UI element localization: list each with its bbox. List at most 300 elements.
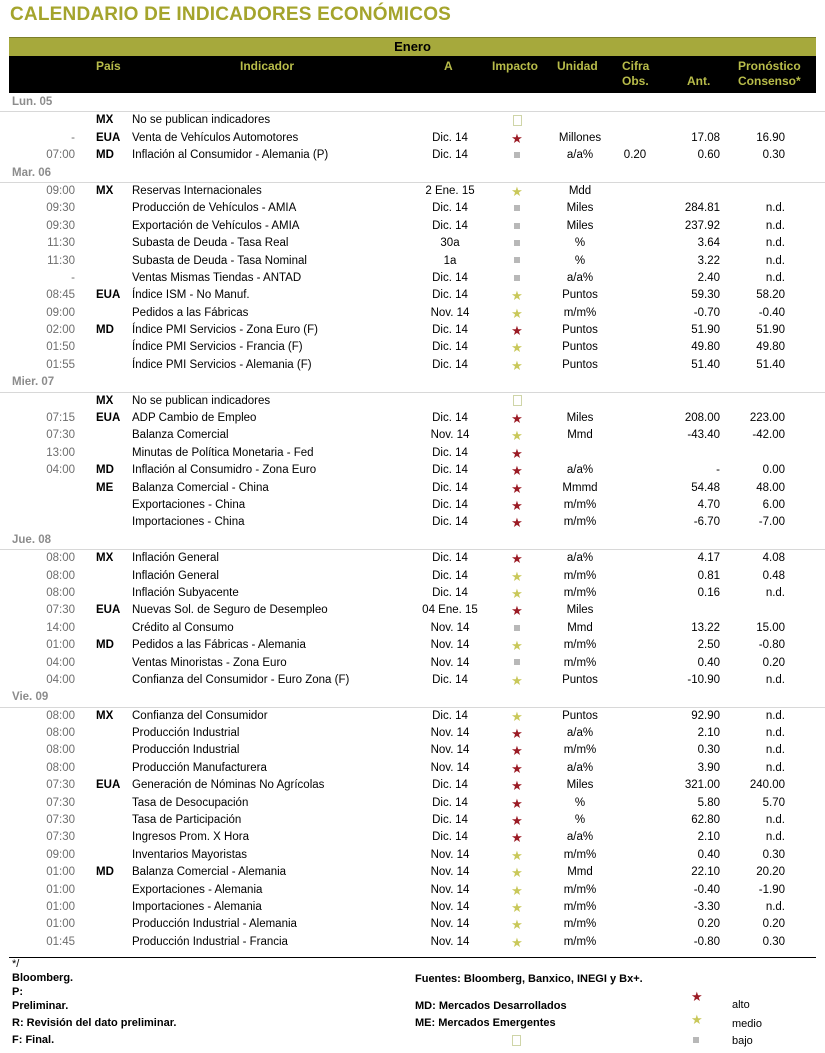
- previous-cell: 51.90: [691, 324, 720, 337]
- indicator-cell: Inflación General: [132, 552, 219, 565]
- footer-note-preliminar: Preliminar.: [12, 1000, 69, 1012]
- previous-cell: 3.22: [697, 254, 720, 267]
- impact-medium-star-icon: ★: [511, 357, 523, 373]
- header-cifra-line2: Obs.: [622, 74, 649, 88]
- date-cell: Dic. 14: [432, 446, 468, 459]
- unit-cell: %: [574, 254, 586, 267]
- header-cifra: [622, 59, 649, 89]
- unit-cell: m/m%: [563, 900, 597, 913]
- forecast-cell: n.d.: [765, 744, 785, 757]
- date-cell: Nov. 14: [430, 744, 470, 757]
- table-row: [0, 339, 825, 356]
- previous-cell: 0.30: [697, 744, 720, 757]
- time-cell: 02:00: [46, 324, 75, 337]
- forecast-cell: 51.90: [756, 324, 785, 337]
- indicator-cell: Inflación al Consumidor - Alemania (P): [132, 149, 329, 162]
- date-cell: Nov. 14: [430, 306, 470, 319]
- forecast-cell: 16.90: [756, 131, 785, 144]
- date-cell: Dic. 14: [432, 831, 468, 844]
- previous-cell: 54.48: [691, 481, 720, 494]
- impact-medium-star-icon: ★: [511, 672, 523, 688]
- table-row: [0, 218, 825, 235]
- previous-cell: 0.81: [697, 569, 720, 582]
- previous-cell: -0.70: [693, 306, 720, 319]
- country-cell: MX: [96, 114, 114, 127]
- table-row: [0, 934, 825, 951]
- indicator-cell: Balanza Comercial - Alemania: [132, 866, 287, 879]
- unit-cell: Mmd: [567, 866, 593, 879]
- unit-cell: a/a%: [566, 831, 594, 844]
- unit-cell: m/m%: [563, 569, 597, 582]
- indicator-cell: Índice ISM - No Manuf.: [132, 289, 250, 302]
- table-row: [0, 672, 825, 689]
- impact-high-star-icon: ★: [511, 323, 523, 339]
- unit-cell: Puntos: [562, 358, 598, 371]
- unit-cell: a/a%: [566, 149, 594, 162]
- date-cell: Dic. 14: [432, 552, 468, 565]
- date-cell: Dic. 14: [432, 271, 468, 284]
- legend-alto-icon: ★: [691, 989, 703, 1004]
- header-ant: Ant.: [687, 74, 711, 88]
- previous-cell: 49.80: [691, 341, 720, 354]
- previous-cell: 2.40: [697, 271, 720, 284]
- table-row: [0, 253, 825, 270]
- table-row: [0, 112, 825, 129]
- table-row: [0, 357, 825, 374]
- empty-square-icon: [512, 1034, 521, 1046]
- unit-cell: Puntos: [562, 673, 598, 686]
- date-cell: Dic. 14: [432, 498, 468, 511]
- unit-cell: Mmd: [567, 429, 593, 442]
- table-row: [0, 235, 825, 252]
- forecast-cell: 6.00: [762, 498, 785, 511]
- table-row: [0, 620, 825, 637]
- day-header-row: [0, 94, 825, 112]
- forecast-cell: 0.30: [762, 149, 785, 162]
- date-cell: Dic. 14: [432, 709, 468, 722]
- impact-medium-star-icon: ★: [511, 882, 523, 898]
- time-cell: 01:00: [46, 639, 75, 652]
- unit-cell: Mdd: [568, 184, 592, 197]
- country-cell: ME: [96, 481, 114, 494]
- previous-cell: 0.16: [697, 586, 720, 599]
- unit-cell: m/m%: [563, 883, 597, 896]
- footer-note-revision: R: Revisión del dato preliminar.: [12, 1017, 177, 1029]
- time-cell: -: [71, 131, 75, 144]
- table-row: [0, 899, 825, 916]
- indicator-cell: No se publican indicadores: [132, 394, 271, 407]
- impact-medium-star-icon: ★: [511, 865, 523, 881]
- column-header-bar: [9, 56, 816, 93]
- previous-cell: 2.10: [697, 727, 720, 740]
- unit-cell: Mmd: [567, 621, 593, 634]
- previous-cell: 0.60: [697, 149, 720, 162]
- previous-cell: 3.90: [697, 761, 720, 774]
- impact-medium-star-icon: ★: [511, 340, 523, 356]
- impact-medium-star-icon: ★: [511, 288, 523, 304]
- legend-medio-label: medio: [732, 1018, 762, 1030]
- forecast-cell: 0.20: [762, 918, 785, 931]
- indicator-cell: Crédito al Consumo: [132, 621, 234, 634]
- forecast-cell: 48.00: [756, 481, 785, 494]
- indicator-cell: Inflación Subyacente: [132, 586, 239, 599]
- footer-sources: Fuentes: Bloomberg, Banxico, INEGI y Bx+.: [415, 973, 643, 985]
- header-a: A: [444, 59, 453, 73]
- unit-cell: Puntos: [562, 709, 598, 722]
- unit-cell: Puntos: [562, 289, 598, 302]
- indicator-cell: Subasta de Deuda - Tasa Nominal: [132, 254, 307, 267]
- day-header-row: [0, 374, 825, 392]
- indicator-cell: Importaciones - China: [132, 516, 245, 529]
- indicator-cell: Balanza Comercial: [132, 429, 229, 442]
- time-cell: 01:00: [46, 883, 75, 896]
- date-cell: Dic. 14: [432, 586, 468, 599]
- previous-cell: 237.92: [684, 219, 720, 232]
- indicator-cell: ADP Cambio de Empleo: [132, 412, 257, 425]
- impact-none-square-icon: [502, 114, 532, 126]
- time-cell: 14:00: [46, 621, 75, 634]
- forecast-cell: n.d.: [765, 709, 785, 722]
- date-cell: Dic. 14: [432, 324, 468, 337]
- table-row: [0, 777, 825, 794]
- time-cell: 08:00: [46, 744, 75, 757]
- unit-cell: m/m%: [563, 639, 597, 652]
- date-cell: Nov. 14: [430, 918, 470, 931]
- previous-cell: -: [716, 464, 720, 477]
- unit-cell: m/m%: [563, 656, 597, 669]
- unit-cell: m/m%: [563, 918, 597, 931]
- table-row: [0, 550, 825, 567]
- table-row: [0, 514, 825, 531]
- time-cell: 08:45: [46, 289, 75, 302]
- header-impacto: Impacto: [492, 59, 539, 73]
- indicator-cell: Índice PMI Servicios - Alemania (F): [132, 358, 312, 371]
- previous-cell: 3.64: [697, 237, 720, 250]
- forecast-cell: 223.00: [749, 412, 785, 425]
- unit-cell: m/m%: [563, 744, 597, 757]
- impact-low-square-icon: [502, 272, 532, 284]
- impact-high-star-icon: ★: [511, 130, 523, 146]
- unit-cell: %: [574, 814, 586, 827]
- indicator-cell: Minutas de Política Monetaria - Fed: [132, 446, 314, 459]
- impact-medium-star-icon: ★: [511, 708, 523, 724]
- indicator-cell: Inventarios Mayoristas: [132, 848, 248, 861]
- impact-high-star-icon: ★: [511, 497, 523, 513]
- impact-high-star-icon: ★: [511, 515, 523, 531]
- time-cell: 07:30: [46, 779, 75, 792]
- table-row: [0, 602, 825, 619]
- forecast-cell: 49.80: [756, 341, 785, 354]
- forecast-cell: 51.40: [756, 358, 785, 371]
- table-row: [0, 725, 825, 742]
- indicator-cell: Índice PMI Servicios - Zona Euro (F): [132, 324, 318, 337]
- footer-me: ME: Mercados Emergentes: [415, 1017, 556, 1029]
- unit-cell: Miles: [566, 604, 594, 617]
- country-cell: MD: [96, 639, 114, 652]
- legend-alto-label: alto: [732, 999, 750, 1011]
- unit-cell: m/m%: [563, 516, 597, 529]
- unit-cell: Millones: [558, 131, 602, 144]
- impact-medium-star-icon: ★: [511, 183, 523, 199]
- previous-cell: 284.81: [684, 202, 720, 215]
- time-cell: 01:55: [46, 358, 75, 371]
- indicator-cell: Exportaciones - Alemania: [132, 883, 263, 896]
- impact-low-square-icon: [502, 657, 532, 669]
- date-cell: Nov. 14: [430, 656, 470, 669]
- day-label: Vie. 09: [12, 691, 49, 704]
- forecast-cell: 20.20: [756, 866, 785, 879]
- forecast-cell: n.d.: [765, 673, 785, 686]
- time-cell: 04:00: [46, 673, 75, 686]
- date-cell: Dic. 14: [432, 814, 468, 827]
- day-header-row: [0, 532, 825, 550]
- table-row: [0, 637, 825, 654]
- table-row: [0, 655, 825, 672]
- time-cell: 04:00: [46, 464, 75, 477]
- table-row: [0, 916, 825, 933]
- footer-note-asterisk: */: [12, 958, 20, 970]
- date-cell: Dic. 14: [432, 289, 468, 302]
- indicator-cell: Ventas Minoristas - Zona Euro: [132, 656, 287, 669]
- table-row: [0, 130, 825, 147]
- table-row: [0, 410, 825, 427]
- indicator-cell: Confianza del Consumidor: [132, 709, 268, 722]
- table-row: [0, 147, 825, 164]
- time-cell: 09:00: [46, 184, 75, 197]
- table-row: [0, 760, 825, 777]
- impact-high-star-icon: ★: [511, 411, 523, 427]
- table-row: [0, 812, 825, 829]
- indicator-cell: Exportación de Vehículos - AMIA: [132, 219, 300, 232]
- forecast-cell: 0.00: [762, 464, 785, 477]
- table-row: [0, 305, 825, 322]
- indicator-cell: Exportaciones - China: [132, 498, 246, 511]
- unit-cell: m/m%: [563, 306, 597, 319]
- unit-cell: m/m%: [563, 935, 597, 948]
- indicator-cell: Pedidos a las Fábricas - Alemania: [132, 639, 306, 652]
- date-cell: Nov. 14: [430, 935, 470, 948]
- impact-high-star-icon: ★: [511, 445, 523, 461]
- time-cell: 01:45: [46, 935, 75, 948]
- forecast-cell: -0.40: [758, 306, 785, 319]
- table-row: [0, 480, 825, 497]
- time-cell: 11:30: [47, 254, 75, 267]
- time-cell: 09:00: [46, 306, 75, 319]
- previous-cell: 0.40: [697, 848, 720, 861]
- date-cell: Dic. 14: [432, 202, 468, 215]
- unit-cell: Miles: [566, 219, 594, 232]
- indicator-cell: Balanza Comercial - China: [132, 481, 269, 494]
- previous-cell: 51.40: [691, 358, 720, 371]
- country-cell: MX: [96, 552, 114, 565]
- day-label: Lun. 05: [12, 96, 53, 108]
- unit-cell: a/a%: [566, 271, 594, 284]
- time-cell: 08:00: [46, 709, 75, 722]
- time-cell: 07:30: [46, 814, 75, 827]
- date-cell: Dic. 14: [432, 131, 468, 144]
- date-cell: Dic. 14: [432, 569, 468, 582]
- forecast-cell: 15.00: [756, 621, 785, 634]
- country-cell: MD: [96, 866, 114, 879]
- impact-high-star-icon: ★: [511, 743, 523, 759]
- time-cell: 07:30: [46, 831, 75, 844]
- impact-high-star-icon: ★: [511, 778, 523, 794]
- table-row: [0, 393, 825, 410]
- observed-cell: 0.20: [623, 149, 647, 162]
- forecast-cell: 4.08: [762, 552, 785, 565]
- time-cell: 11:30: [47, 237, 75, 250]
- country-cell: MD: [96, 464, 114, 477]
- unit-cell: Miles: [566, 202, 594, 215]
- indicator-cell: Nuevas Sol. de Seguro de Desempleo: [132, 604, 328, 617]
- day-label: Mier. 07: [12, 376, 55, 389]
- date-cell: Dic. 14: [432, 412, 468, 425]
- forecast-cell: -7.00: [758, 516, 785, 529]
- legend-bajo-icon: [693, 1034, 699, 1046]
- impact-medium-star-icon: ★: [511, 917, 523, 933]
- indicator-cell: Producción de Vehículos - AMIA: [132, 202, 297, 215]
- date-cell: Nov. 14: [430, 761, 470, 774]
- unit-cell: a/a%: [566, 761, 594, 774]
- impact-high-star-icon: ★: [511, 463, 523, 479]
- date-cell: 2 Ene. 15: [425, 184, 475, 197]
- date-cell: Dic. 14: [432, 796, 468, 809]
- impact-medium-star-icon: ★: [511, 568, 523, 584]
- impact-none-square-icon: [502, 395, 532, 407]
- table-row: [0, 183, 825, 200]
- table-row: [0, 445, 825, 462]
- previous-cell: -43.40: [687, 429, 720, 442]
- table-row: [0, 742, 825, 759]
- impact-medium-star-icon: ★: [511, 934, 523, 950]
- country-cell: MX: [96, 394, 114, 407]
- impact-high-star-icon: ★: [511, 830, 523, 846]
- previous-cell: 2.10: [697, 831, 720, 844]
- forecast-cell: n.d.: [765, 761, 785, 774]
- date-cell: Dic. 14: [432, 779, 468, 792]
- time-cell: 08:00: [46, 586, 75, 599]
- unit-cell: a/a%: [566, 727, 594, 740]
- date-cell: 1a: [443, 254, 457, 267]
- table-row: [0, 708, 825, 725]
- forecast-cell: 0.20: [762, 656, 785, 669]
- indicator-cell: Tasa de Participación: [132, 814, 242, 827]
- indicator-cell: Inflación General: [132, 569, 219, 582]
- table-row: [0, 497, 825, 514]
- forecast-cell: n.d.: [765, 727, 785, 740]
- indicator-cell: Producción Industrial: [132, 727, 240, 740]
- forecast-cell: n.d.: [765, 237, 785, 250]
- previous-cell: 4.17: [697, 552, 720, 565]
- forecast-cell: n.d.: [765, 254, 785, 267]
- date-cell: Dic. 14: [432, 516, 468, 529]
- previous-cell: 2.50: [697, 639, 720, 652]
- unit-cell: m/m%: [563, 498, 597, 511]
- previous-cell: 321.00: [684, 779, 720, 792]
- country-cell: EUA: [96, 604, 121, 617]
- unit-cell: %: [574, 796, 586, 809]
- unit-cell: Puntos: [562, 341, 598, 354]
- time-cell: 01:50: [46, 341, 75, 354]
- indicator-cell: Tasa de Desocupación: [132, 796, 249, 809]
- indicator-cell: Producción Industrial: [132, 744, 240, 757]
- indicator-cell: No se publican indicadores: [132, 114, 271, 127]
- previous-cell: 5.80: [697, 796, 720, 809]
- time-cell: 07:00: [46, 149, 75, 162]
- date-cell: Nov. 14: [430, 848, 470, 861]
- forecast-cell: n.d.: [765, 814, 785, 827]
- forecast-cell: 0.30: [762, 935, 785, 948]
- indicator-cell: Confianza del Consumidor - Euro Zona (F): [132, 673, 350, 686]
- date-cell: Dic. 14: [432, 358, 468, 371]
- day-label: Mar. 06: [12, 166, 51, 179]
- day-header-row: [0, 689, 825, 707]
- table-row: [0, 287, 825, 304]
- time-cell: 09:00: [46, 848, 75, 861]
- forecast-cell: 0.48: [762, 569, 785, 582]
- forecast-cell: 240.00: [749, 779, 785, 792]
- date-cell: 04 Ene. 15: [422, 604, 478, 617]
- time-cell: 01:00: [46, 918, 75, 931]
- forecast-cell: n.d.: [765, 271, 785, 284]
- forecast-cell: n.d.: [765, 900, 785, 913]
- forecast-cell: -0.80: [758, 639, 785, 652]
- legend-medio-icon: ★: [691, 1012, 703, 1027]
- table-row: [0, 864, 825, 881]
- country-cell: EUA: [96, 412, 121, 425]
- impact-high-star-icon: ★: [511, 480, 523, 496]
- forecast-cell: n.d.: [765, 586, 785, 599]
- time-cell: -: [71, 271, 75, 284]
- page-title: CALENDARIO DE INDICADORES ECONÓMICOS: [10, 4, 452, 25]
- header-pais: País: [96, 59, 121, 73]
- impact-low-square-icon: [502, 220, 532, 232]
- time-cell: 09:30: [46, 202, 75, 215]
- time-cell: 07:15: [46, 412, 75, 425]
- previous-cell: 0.20: [697, 918, 720, 931]
- impact-high-star-icon: ★: [511, 726, 523, 742]
- time-cell: 08:00: [46, 761, 75, 774]
- indicator-cell: Producción Manufacturera: [132, 761, 267, 774]
- previous-cell: 92.90: [691, 709, 720, 722]
- time-cell: 07:30: [46, 796, 75, 809]
- table-row: [0, 568, 825, 585]
- time-cell: 13:00: [46, 446, 75, 459]
- table-row: [0, 795, 825, 812]
- previous-cell: 208.00: [684, 412, 720, 425]
- impact-high-star-icon: ★: [511, 551, 523, 567]
- header-cifra-line1: Cifra: [622, 59, 650, 73]
- date-cell: Nov. 14: [430, 639, 470, 652]
- previous-cell: 0.40: [697, 656, 720, 669]
- impact-medium-star-icon: ★: [511, 638, 523, 654]
- previous-cell: -6.70: [693, 516, 720, 529]
- impact-low-square-icon: [502, 237, 532, 249]
- time-cell: 08:00: [46, 569, 75, 582]
- forecast-cell: n.d.: [765, 202, 785, 215]
- previous-cell: 13.22: [691, 621, 720, 634]
- time-cell: 01:00: [46, 866, 75, 879]
- impact-medium-star-icon: ★: [511, 305, 523, 321]
- header-pronostico-line2: Consenso*: [738, 74, 801, 88]
- date-cell: Dic. 14: [432, 481, 468, 494]
- forecast-cell: n.d.: [765, 831, 785, 844]
- time-cell: 09:30: [46, 219, 75, 232]
- impact-high-star-icon: ★: [511, 603, 523, 619]
- country-cell: MD: [96, 324, 114, 337]
- indicator-cell: Producción Industrial - Alemania: [132, 918, 297, 931]
- unit-cell: Miles: [566, 779, 594, 792]
